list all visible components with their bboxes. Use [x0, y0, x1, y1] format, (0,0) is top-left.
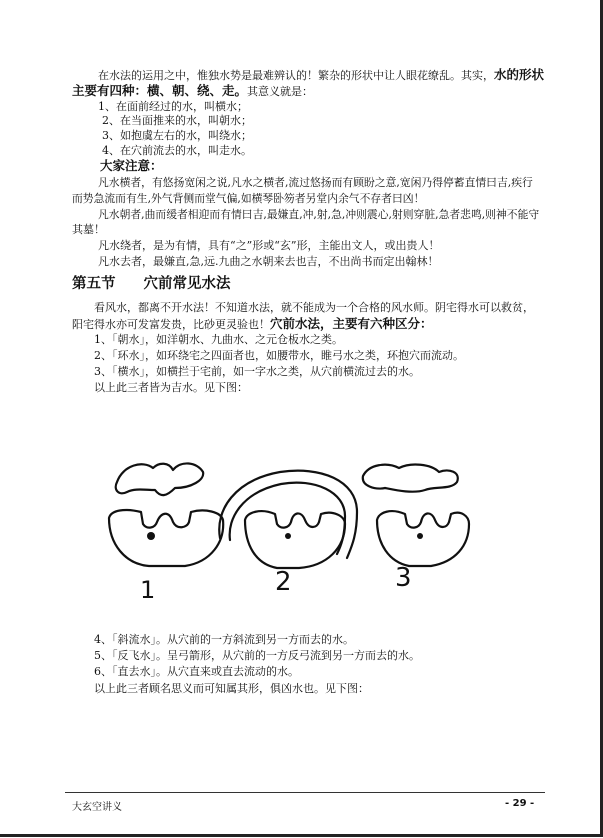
note1-line2: 而势急流而有生,外气背侧而堂气偏,如横琴卧笏者另堂内余气不存者曰凶！ [72, 192, 425, 205]
four-type-3: 3、如抱虞左右的水，叫绕水； [102, 129, 252, 142]
intro-line1: 看风水，都离不开水法！不知道水法，就不能成为一个合格的风水师。阴宅得水可以救贫， [94, 301, 534, 314]
footer-book-title: 大玄空讲义 [72, 802, 122, 813]
para1-line1 [98, 67, 544, 84]
water-type-5: 5、「反飞水」。呈弓箭形，从穴前的一方反弓流到另一方而去的水。 [94, 649, 420, 662]
water-type-3: 3、「横水」，如横拦于宅前，如一字水之类，从穴前横流过去的水。 [94, 365, 420, 378]
footer-rule [65, 792, 545, 793]
four-type-2: 2、在当面推来的水，叫朝水； [102, 114, 252, 127]
pattern2-mound [245, 511, 345, 568]
section-number: 第五节 [72, 276, 116, 292]
section-title-text: 穴前常见水法 [143, 276, 231, 292]
pattern1-site-dot [147, 532, 155, 540]
intro-line2 [72, 316, 433, 333]
first-summary: 以上此三者皆为吉水。见下图： [94, 381, 248, 394]
water-type-6: 6、「直去水」。从穴直来或直去流动的水。 [94, 665, 299, 678]
pattern3-site-dot [417, 533, 423, 539]
page-number: - 29 - [505, 798, 535, 809]
water-type-2: 2、「环水」，如环绕宅之四面者也，如腰带水，睢弓水之类，环抱穴而流动。 [94, 349, 464, 362]
pattern1-mound [109, 510, 223, 566]
note3: 凡水绕者，是为有情，具有“之”形或“玄”形，主能出文人，或出贵人！ [98, 239, 440, 252]
four-type-1: 1、在面前经过的水，叫横水； [98, 100, 248, 113]
water-patterns-figure [95, 440, 475, 610]
section-title [72, 272, 231, 293]
figure-label-2: 2 [275, 567, 292, 597]
pattern2-site-dot [285, 533, 291, 539]
note1-line1: 凡水横者，有悠扬宽闲之说,凡水之横者,流过悠扬而有顾盼之意,宽闲乃得停蓄直情曰吉,疾行 [98, 176, 533, 189]
para1-line2-text: 其意义就是： [247, 85, 314, 98]
note4: 凡水去者，最嫌直,急,远.九曲之水朝来去也吉，不出尚书而定出翰林！ [98, 255, 439, 268]
notice-heading: 大家注意： [100, 158, 163, 173]
four-type-4: 4、在穴前流去的水，叫走水。 [102, 144, 252, 157]
note2-line1: 凡水朝者,曲而缓者相迎而有情曰吉,最嫌直,冲,射,急,冲则震心,射则穿脏,急者悲鸣,则神不能守 [98, 208, 540, 221]
intro-line2-bold: 穴前水法，主要有六种区分： [270, 316, 433, 331]
para1-line1-bold: 水的形状 [494, 67, 545, 82]
para1-line2 [72, 83, 313, 100]
pattern2-belt-inner [230, 483, 345, 554]
pattern3-mound [377, 511, 469, 566]
figure-label-3: 3 [395, 563, 412, 593]
water-type-4: 4、「斜流水」。从穴前的一方斜流到另一方而去的水。 [94, 633, 354, 646]
pattern1-river [116, 463, 203, 495]
pattern3-river [363, 465, 458, 492]
para1-line1-text: 在水法的运用之中，惟独水势是最难辨认的！繁杂的形状中让人眼花缭乱。其实， [98, 69, 494, 82]
second-summary: 以上此三者顾名思义而可知属其形，俱凶水也。见下图： [94, 682, 369, 695]
para1-line2-bold: 主要有四种：横、朝、绕、走。 [72, 83, 248, 98]
note2-line2: 其墓！ [72, 223, 105, 236]
intro-line2-text: 阳宅得水亦可发富发贵，比砂更灵验也！ [72, 318, 270, 331]
water-type-1: 1、「朝水」，如洋朝水、九曲水、之元仓板水之类。 [94, 333, 343, 346]
figure-label-1: 1 [140, 576, 156, 604]
